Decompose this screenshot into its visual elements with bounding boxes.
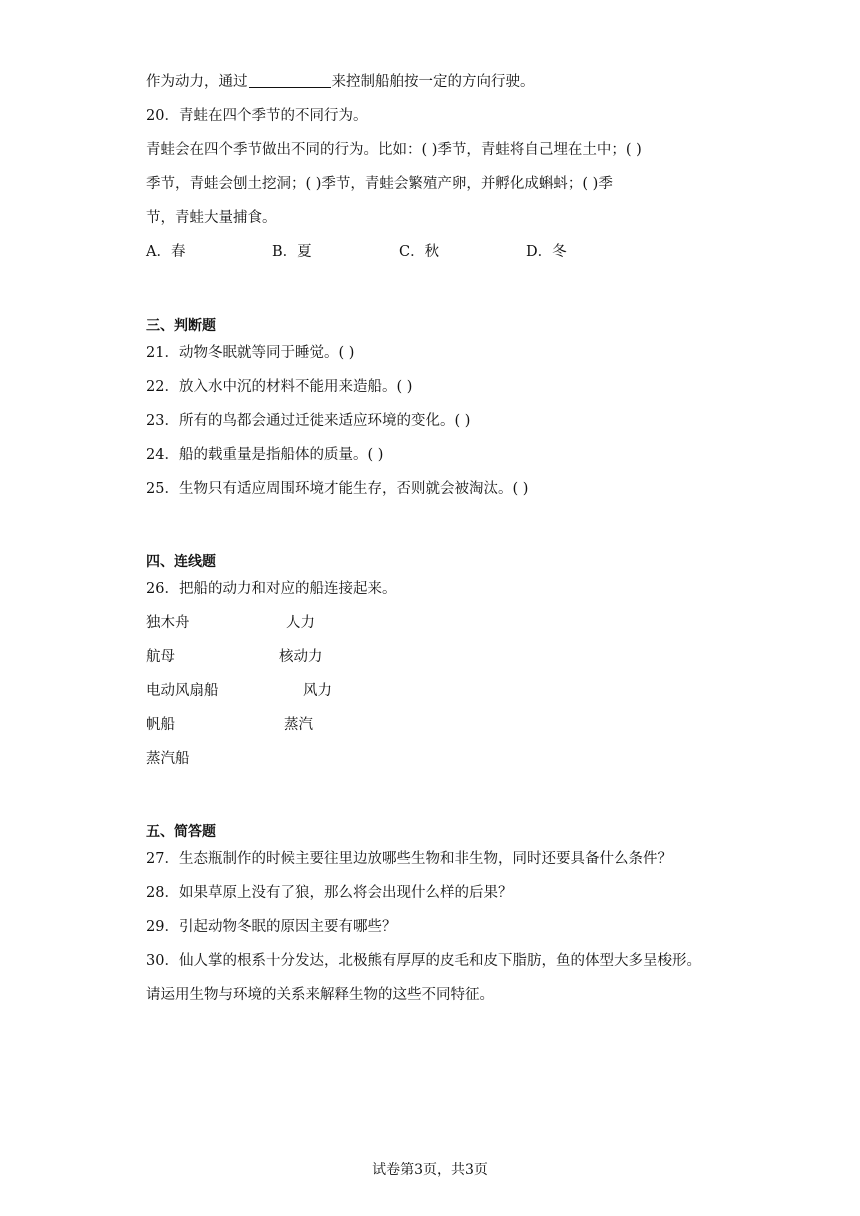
q29: 29．引起动物冬眠的原因主要有哪些？ [146, 919, 397, 935]
section4-heading: 四、连线题 [146, 554, 216, 570]
q22: 22．放入水中沉的材料不能用来造船。( ) [146, 379, 413, 395]
q20-body-line1: 青蛙会在四个季节做出不同的行为。比如：( )季节，青蛙将自己埋在土中；( ) [146, 142, 642, 158]
q19-text-after: 来控制船舶按一定的方向行驶。 [331, 74, 535, 90]
q28: 28．如果草原上没有了狼，那么将会出现什么样的后果？ [146, 885, 513, 901]
q23: 23．所有的鸟都会通过迁徙来适应环境的变化。( ) [146, 413, 471, 429]
match-left-item[interactable]: 电动风扇船 [146, 683, 219, 699]
page-footer: 试卷第3页，共3页 [372, 1162, 488, 1178]
q30-line2: 请运用生物与环境的关系来解释生物的这些不同特征。 [146, 987, 494, 1003]
section5-heading: 五、简答题 [146, 824, 216, 840]
match-right-item[interactable]: 风力 [303, 683, 332, 699]
q20-body-line3: 节，青蛙大量捕食。 [146, 210, 277, 226]
q19-text-before: 作为动力，通过 [146, 74, 248, 90]
q20-option-a[interactable]: A．春 [146, 244, 186, 260]
q30: 30．仙人掌的根系十分发达，北极熊有厚厚的皮毛和皮下脂肪，鱼的体型大多呈梭形。 [146, 953, 701, 969]
q20-option-c[interactable]: C．秋 [399, 244, 440, 260]
match-left-item[interactable]: 航母 [146, 649, 175, 665]
q20-body-line2: 季节，青蛙会刨土挖洞；( )季节，青蛙会繁殖产卵，并孵化成蝌蚪；( )季 [146, 176, 613, 192]
q20-option-b[interactable]: B．夏 [272, 244, 312, 260]
match-left-item[interactable]: 蒸汽船 [146, 751, 190, 767]
q20-title: 20．青蛙在四个季节的不同行为。 [146, 108, 368, 124]
q20-option-d[interactable]: D．冬 [526, 244, 567, 260]
section3-heading: 三、判断题 [146, 318, 216, 334]
q19-continuation [146, 72, 535, 92]
match-right-item[interactable]: 蒸汽 [284, 717, 313, 733]
q26: 26．把船的动力和对应的船连接起来。 [146, 581, 397, 597]
match-right-item[interactable]: 人力 [286, 615, 315, 631]
match-left-item[interactable]: 独木舟 [146, 615, 190, 631]
q21: 21．动物冬眠就等同于睡觉。( ) [146, 345, 355, 361]
q25: 25．生物只有适应周围环境才能生存，否则就会被淘汰。( ) [146, 481, 529, 497]
q24: 24．船的载重量是指船体的质量。( ) [146, 447, 384, 463]
match-right-item[interactable]: 核动力 [279, 649, 323, 665]
q19-answer-blank[interactable] [249, 73, 331, 88]
q27: 27．生态瓶制作的时候主要往里边放哪些生物和非生物，同时还要具备什么条件？ [146, 851, 672, 867]
match-left-item[interactable]: 帆船 [146, 717, 175, 733]
